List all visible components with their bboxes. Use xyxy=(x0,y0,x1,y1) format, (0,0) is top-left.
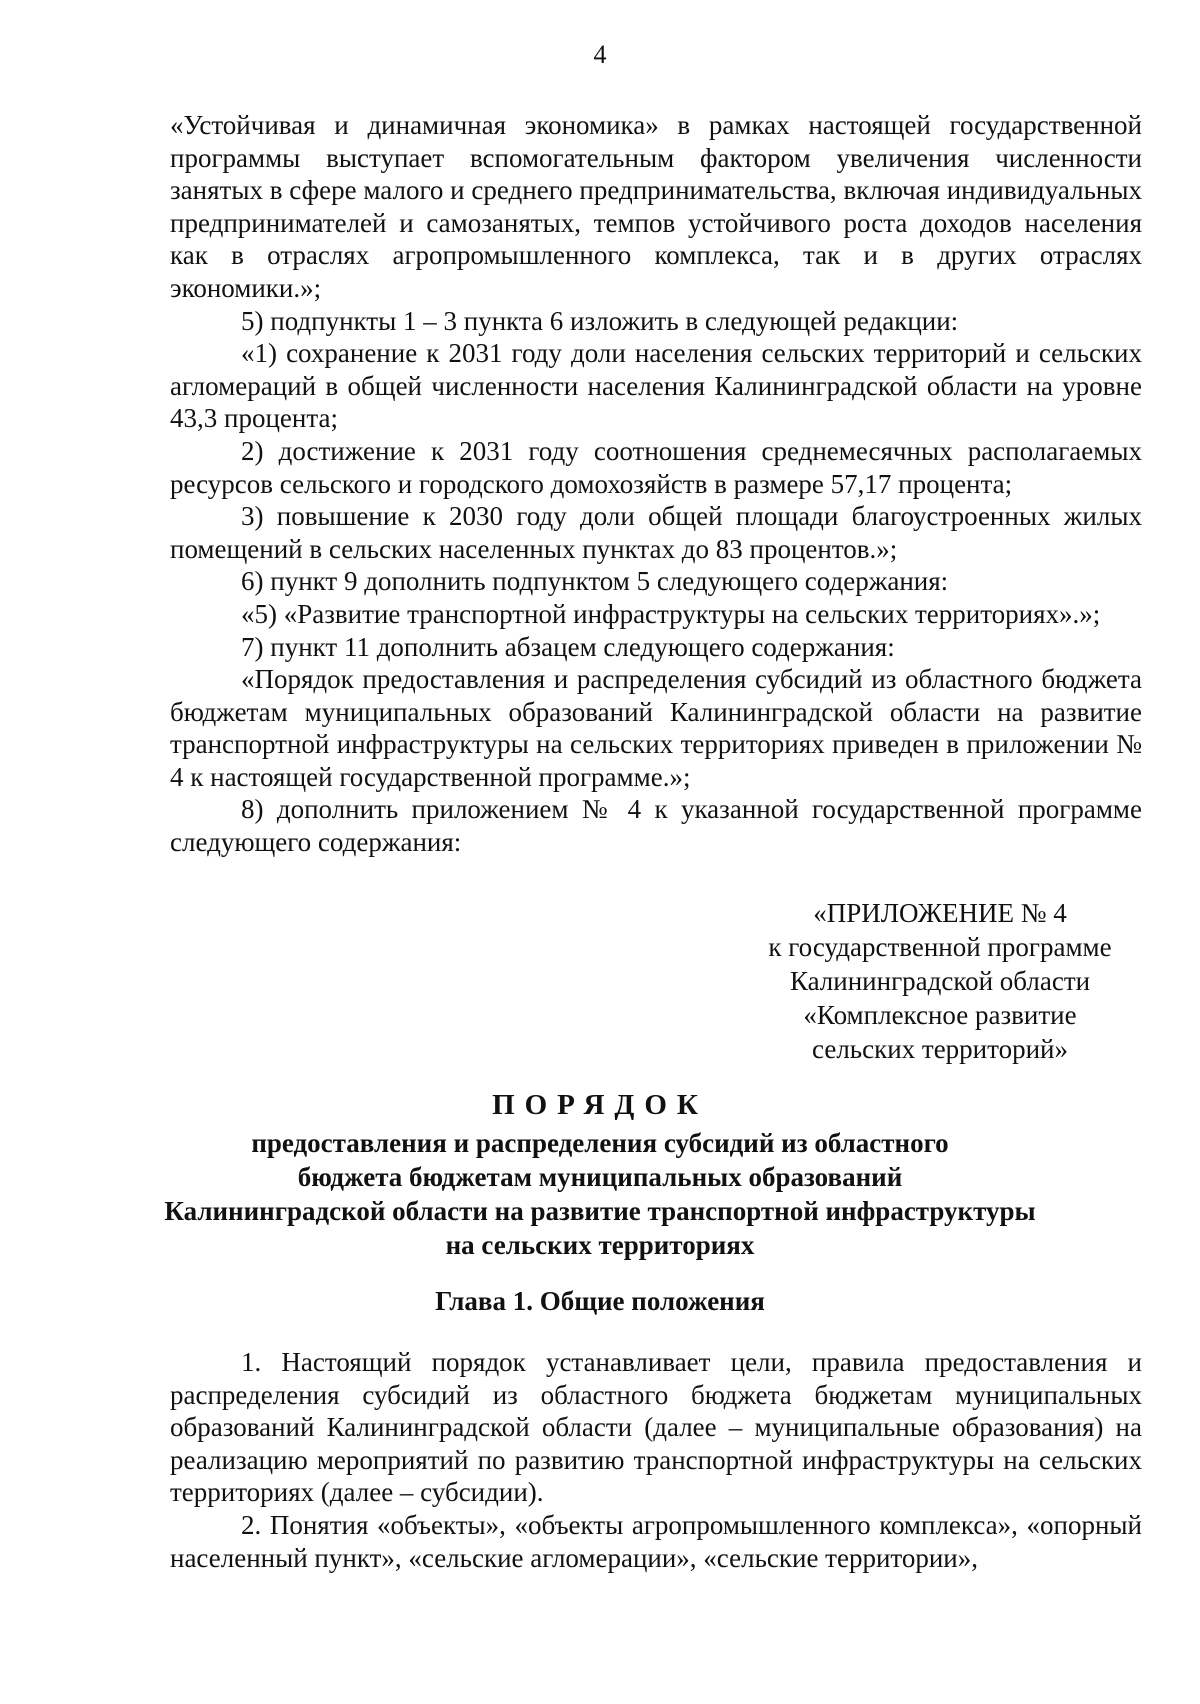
body-paragraph-continuation: «Устойчивая и динамичная экономика» в рамках настоящей государственной программы выступает вспомогательным фактором увеличения численности занятых в сфере малого и среднего предпринимательства, включая индивидуальных предпринимателей и самозанятых, темпов устойчивого роста доходов населения как в отраслях агропромышленного комплекса, так и в других отраслях экономики.»; xyxy=(170,110,1142,303)
chapter-paragraph-2: 2. Понятия «объекты», «объекты агропромышленного комплекса», «опорный населенный пункт», «сельские агломерации», «сельские территории», xyxy=(170,1509,1142,1573)
chapter-title: Глава 1. Общие положения xyxy=(435,1286,765,1316)
body-paragraph-subitem-3: 3) повышение к 2030 году доли общей площади благоустроенных жилых помещений в сельских населенных пунктах до 83 процентов.»; xyxy=(170,501,1142,564)
chapter-paragraph-1: 1. Настоящий порядок устанавливает цели, правила предоставления и распределения субсидий из областного бюджета бюджетам муниципальных образований Калининградской области (далее – муниципальные образования) на реализацию мероприятий по развитию транспортной инфраструктуры на сельских территориях (далее – субсидии). xyxy=(170,1347,1142,1508)
subtitle-line: предоставления и распределения субсидий из областного xyxy=(251,1128,949,1158)
appendix-line: «Комплексное развитие xyxy=(803,1000,1077,1030)
appendix-line: сельских территорий» xyxy=(812,1034,1068,1064)
document-body xyxy=(170,109,1142,859)
appendix-line: к государственной программе xyxy=(768,932,1112,962)
body-paragraph-procedure-quote: «Порядок предоставления и распределения субсидий из областного бюджета бюджетам муниципальных образований Калининградской области на развитие транспортной инфраструктуры на сельских территориях приведен в приложении № 4 к настоящей государственной программе.»; xyxy=(170,664,1142,792)
body-paragraph-item-5: 5) подпункты 1 – 3 пункта 6 изложить в следующей редакции: xyxy=(241,305,959,336)
body-paragraph-item-6: 6) пункт 9 дополнить подпунктом 5 следующего содержания: xyxy=(241,566,949,597)
page-number: 4 xyxy=(593,40,607,69)
body-paragraph-quote-5: «5) «Развитие транспортной инфраструктуры на сельских территориях».»; xyxy=(241,598,1101,629)
subtitle-line: бюджета бюджетам муниципальных образований xyxy=(297,1162,903,1192)
body-paragraph-subitem-1: «1) сохранение к 2031 году доли населения сельских территорий и сельских агломераций в общей численности населения Калининградской области на уровне 43,3 процента; xyxy=(170,338,1142,434)
document-subtitle xyxy=(140,1126,1060,1262)
appendix-line: Калининградской области xyxy=(789,966,1091,996)
body-paragraph-subitem-2: 2) достижение к 2031 году соотношения среднемесячных располагаемых ресурсов сельского и городского домохозяйств в размере 57,17 процента; xyxy=(170,435,1142,499)
subtitle-line: Калининградской области на развитие транспортной инфраструктуры xyxy=(164,1196,1036,1226)
body-paragraph-item-8: 8) дополнить приложением № 4 к указанной государственной программе следующего содержания: xyxy=(170,794,1142,858)
appendix-header xyxy=(740,896,1140,1066)
appendix-line: «ПРИЛОЖЕНИЕ № 4 xyxy=(813,898,1067,928)
body-paragraph-item-7: 7) пункт 11 дополнить абзацем следующего содержания: xyxy=(241,631,895,662)
document-title: ПОРЯДОК xyxy=(492,1089,708,1121)
chapter-body xyxy=(170,1346,1142,1574)
subtitle-line: на сельских территориях xyxy=(445,1230,755,1260)
